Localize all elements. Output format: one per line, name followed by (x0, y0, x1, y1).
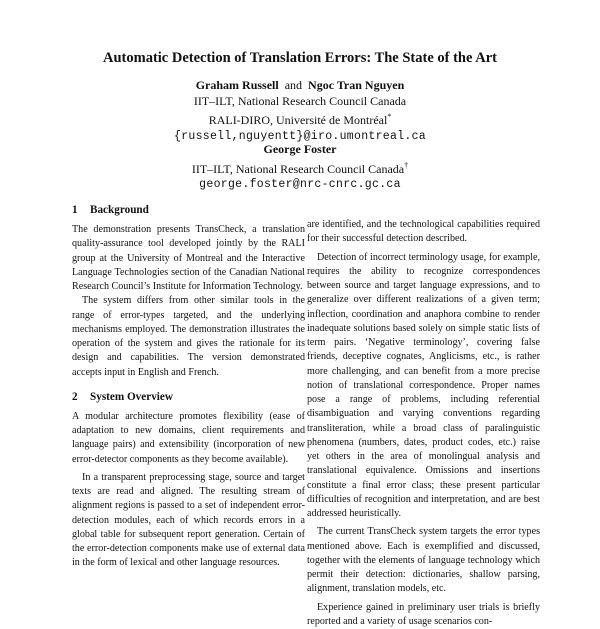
affiliation-line-2 (0, 158, 600, 178)
left-column (72, 203, 305, 571)
author-graham-russell: Graham Russell (196, 78, 279, 92)
affiliation-iit-ilt-2: IIT–ILT, National Research Council Canada (192, 162, 404, 176)
right-paragraph-2: Detection of incorrect terminology usage, for example, requires the ability to recognize correspondences between source and target language expressions, and to generalize over different realizations of a given term; inflection, coordination and anaphora combine to render inadequate solutions based solely on simple static lists of term pairs. ‘Negative terminology’, covering false friends, deceptive cognates, Anglicisms, etc., is rather more challenging, and can benefit from a more precise notion of translational correspondence. Proper names pose a range of problems, including referential disambiguation and varying conventions regarding transliteration, while a broad class of paralinguistic phenomena (numbers, dates, product codes, etc.) raise yet others in the area of monolingual analysis and translational equivalence. Omissions and insertions constitute a final error class; these present particular difficulties of recognition and interpretation, and are best addressed heuristically. (307, 251, 540, 522)
author-george-foster: George Foster (0, 142, 600, 158)
author-ngoc-tran-nguyen: Ngoc Tran Nguyen (308, 78, 404, 92)
section-2-paragraph-1: A modular architecture promotes flexibility (ease of adaptation to new domains, client requirements and language pairs) and extensibility (incorporation of new error-detector components as they become available). (72, 410, 305, 467)
right-paragraph-4: Experience gained in preliminary user trials is briefly reported and a variety of usage scenarios con- (307, 601, 540, 629)
section-2-heading (72, 390, 305, 404)
section-1-paragraph-2: The system differs from other similar tools in the range of error-types targeted, and the underlying mechanisms employed. The demonstration illustrates the operation of the system and gives the rationale for its design and capabilities. The version demonstrated accepts input in English and French. (72, 294, 305, 380)
author-block-2 (0, 142, 600, 193)
author-names-line (0, 78, 600, 94)
right-paragraph-3: The current TransCheck system targets the error types mentioned above. Each is exemplified and discussed, together with the elements of language technology which permit their detection: dictionaries, shallow parsing, alignment, translation models, etc. (307, 525, 540, 596)
section-2-number: 2 (72, 390, 90, 404)
affiliation-rali-line (0, 109, 600, 129)
right-paragraph-1: are identified, and the technological capabilities required for their successful detection described. (307, 218, 540, 247)
right-column (307, 218, 540, 629)
author-email-1: {russell,nguyentt}@iro.umontreal.ca (0, 129, 600, 145)
affiliation-footnote-mark-2: † (404, 161, 408, 170)
section-2-title: System Overview (90, 391, 173, 403)
author-block-1 (0, 78, 600, 144)
paper-title: Automatic Detection of Translation Errors: The State of the Art (0, 49, 600, 67)
section-1-title: Background (90, 204, 149, 216)
section-1-paragraph-1: The demonstration presents TransCheck, a translation quality-assurance tool developed jointly by the RALI group at the University of Montreal and the Interactive Language Technologies section of the Canadian National Research Council’s Institute for Information Technology. (72, 223, 305, 294)
author-conjunction: and (285, 78, 302, 92)
affiliation-iit-ilt: IIT–ILT, National Research Council Canada (0, 94, 600, 110)
section-1-number: 1 (72, 203, 90, 217)
affiliation-footnote-mark: * (387, 112, 391, 121)
affiliation-rali-diro: RALI-DIRO, Université de Montréal (209, 113, 388, 127)
author-email-2: george.foster@nrc-cnrc.gc.ca (0, 177, 600, 193)
section-2-paragraph-2: In a transparent preprocessing stage, source and target texts are read and aligned. The resulting stream of alignment regions is passed to a set of independent error-detection modules, each of which records errors in a global table for subsequent report generation. Certain of the error-detection components make use of external data in the form of lexical and other language resources. (72, 471, 305, 571)
section-1-heading (72, 203, 305, 217)
